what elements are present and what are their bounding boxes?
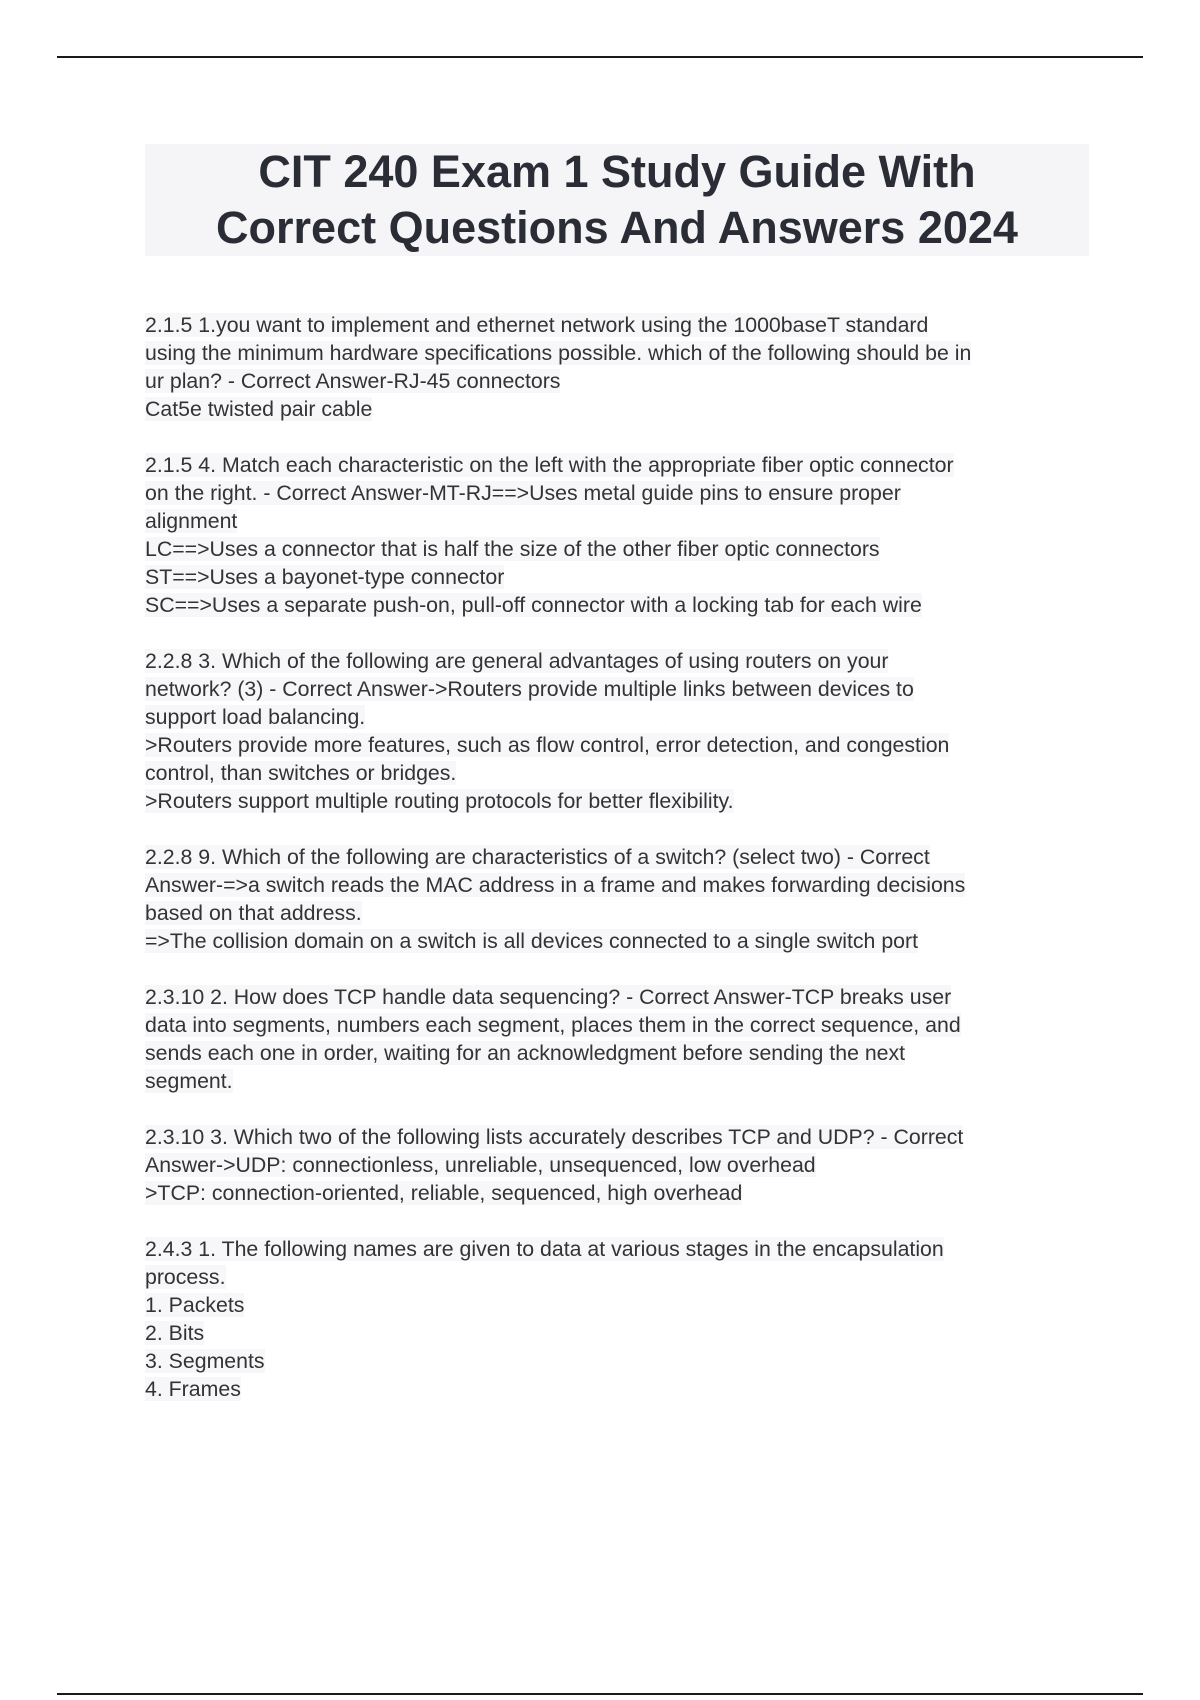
qa-line: ST==>Uses a bayonet-type connector <box>145 565 505 589</box>
qa-line: segment. <box>145 1069 233 1093</box>
qa-item <box>145 451 1089 619</box>
qa-line: based on that address. <box>145 901 362 925</box>
qa-line: 3. Segments <box>145 1349 265 1373</box>
qa-line: 2.3.10 3. Which two of the following lists accurately describes TCP and UDP? - Correct <box>145 1125 964 1149</box>
qa-line: SC==>Uses a separate push-on, pull-off connector with a locking tab for each wire <box>145 593 922 617</box>
qa-line: 2.4.3 1. The following names are given to data at various stages in the encapsulation <box>145 1237 944 1261</box>
qa-line: using the minimum hardware specifications possible. which of the following should be in <box>145 341 972 365</box>
footer-rule <box>57 1693 1143 1695</box>
qa-line: process. <box>145 1265 226 1289</box>
qa-line: support load balancing. <box>145 705 366 729</box>
qa-line: alignment <box>145 509 238 533</box>
qa-line: 2.1.5 4. Match each characteristic on the left with the appropriate fiber optic connector <box>145 453 954 477</box>
qa-line: on the right. - Correct Answer-MT-RJ==>Uses metal guide pins to ensure proper <box>145 481 901 505</box>
qa-line: 4. Frames <box>145 1377 241 1401</box>
qa-line: >Routers support multiple routing protocols for better flexibility. <box>145 789 734 813</box>
qa-line: 2.3.10 2. How does TCP handle data sequencing? - Correct Answer-TCP breaks user <box>145 985 952 1009</box>
document-title-box <box>145 144 1089 256</box>
qa-item <box>145 1123 1089 1207</box>
qa-line: data into segments, numbers each segment, places them in the correct sequence, and <box>145 1013 961 1037</box>
qa-item <box>145 983 1089 1095</box>
qa-line: 2.2.8 9. Which of the following are characteristics of a switch? (select two) - Correct <box>145 845 930 869</box>
qa-line: Cat5e twisted pair cable <box>145 397 373 421</box>
qa-item <box>145 843 1089 955</box>
qa-item <box>145 647 1089 815</box>
qa-line: Answer-=>a switch reads the MAC address in a frame and makes forwarding decisions <box>145 873 966 897</box>
qa-list <box>145 311 1089 1431</box>
qa-line: =>The collision domain on a switch is all devices connected to a single switch port <box>145 929 919 953</box>
qa-line: >TCP: connection-oriented, reliable, sequenced, high overhead <box>145 1181 743 1205</box>
qa-line: 1. Packets <box>145 1293 245 1317</box>
qa-line: 2.1.5 1.you want to implement and ethernet network using the 1000baseT standard <box>145 313 929 337</box>
document-title-line-1: CIT 240 Exam 1 Study Guide With <box>258 146 976 197</box>
qa-line: >Routers provide more features, such as flow control, error detection, and congestion <box>145 733 950 757</box>
qa-line: 2.2.8 3. Which of the following are general advantages of using routers on your <box>145 649 889 673</box>
qa-item <box>145 311 1089 423</box>
qa-line: 2. Bits <box>145 1321 205 1345</box>
header-rule <box>57 56 1143 58</box>
qa-item <box>145 1235 1089 1403</box>
qa-line: sends each one in order, waiting for an acknowledgment before sending the next <box>145 1041 906 1065</box>
qa-line: ur plan? - Correct Answer-RJ-45 connectors <box>145 369 561 393</box>
qa-line: network? (3) - Correct Answer->Routers provide multiple links between devices to <box>145 677 914 701</box>
qa-line: control, than switches or bridges. <box>145 761 457 785</box>
qa-line: Answer->UDP: connectionless, unreliable, unsequenced, low overhead <box>145 1153 816 1177</box>
qa-line: LC==>Uses a connector that is half the size of the other fiber optic connectors <box>145 537 880 561</box>
document-title-line-2: Correct Questions And Answers 2024 <box>216 202 1018 253</box>
